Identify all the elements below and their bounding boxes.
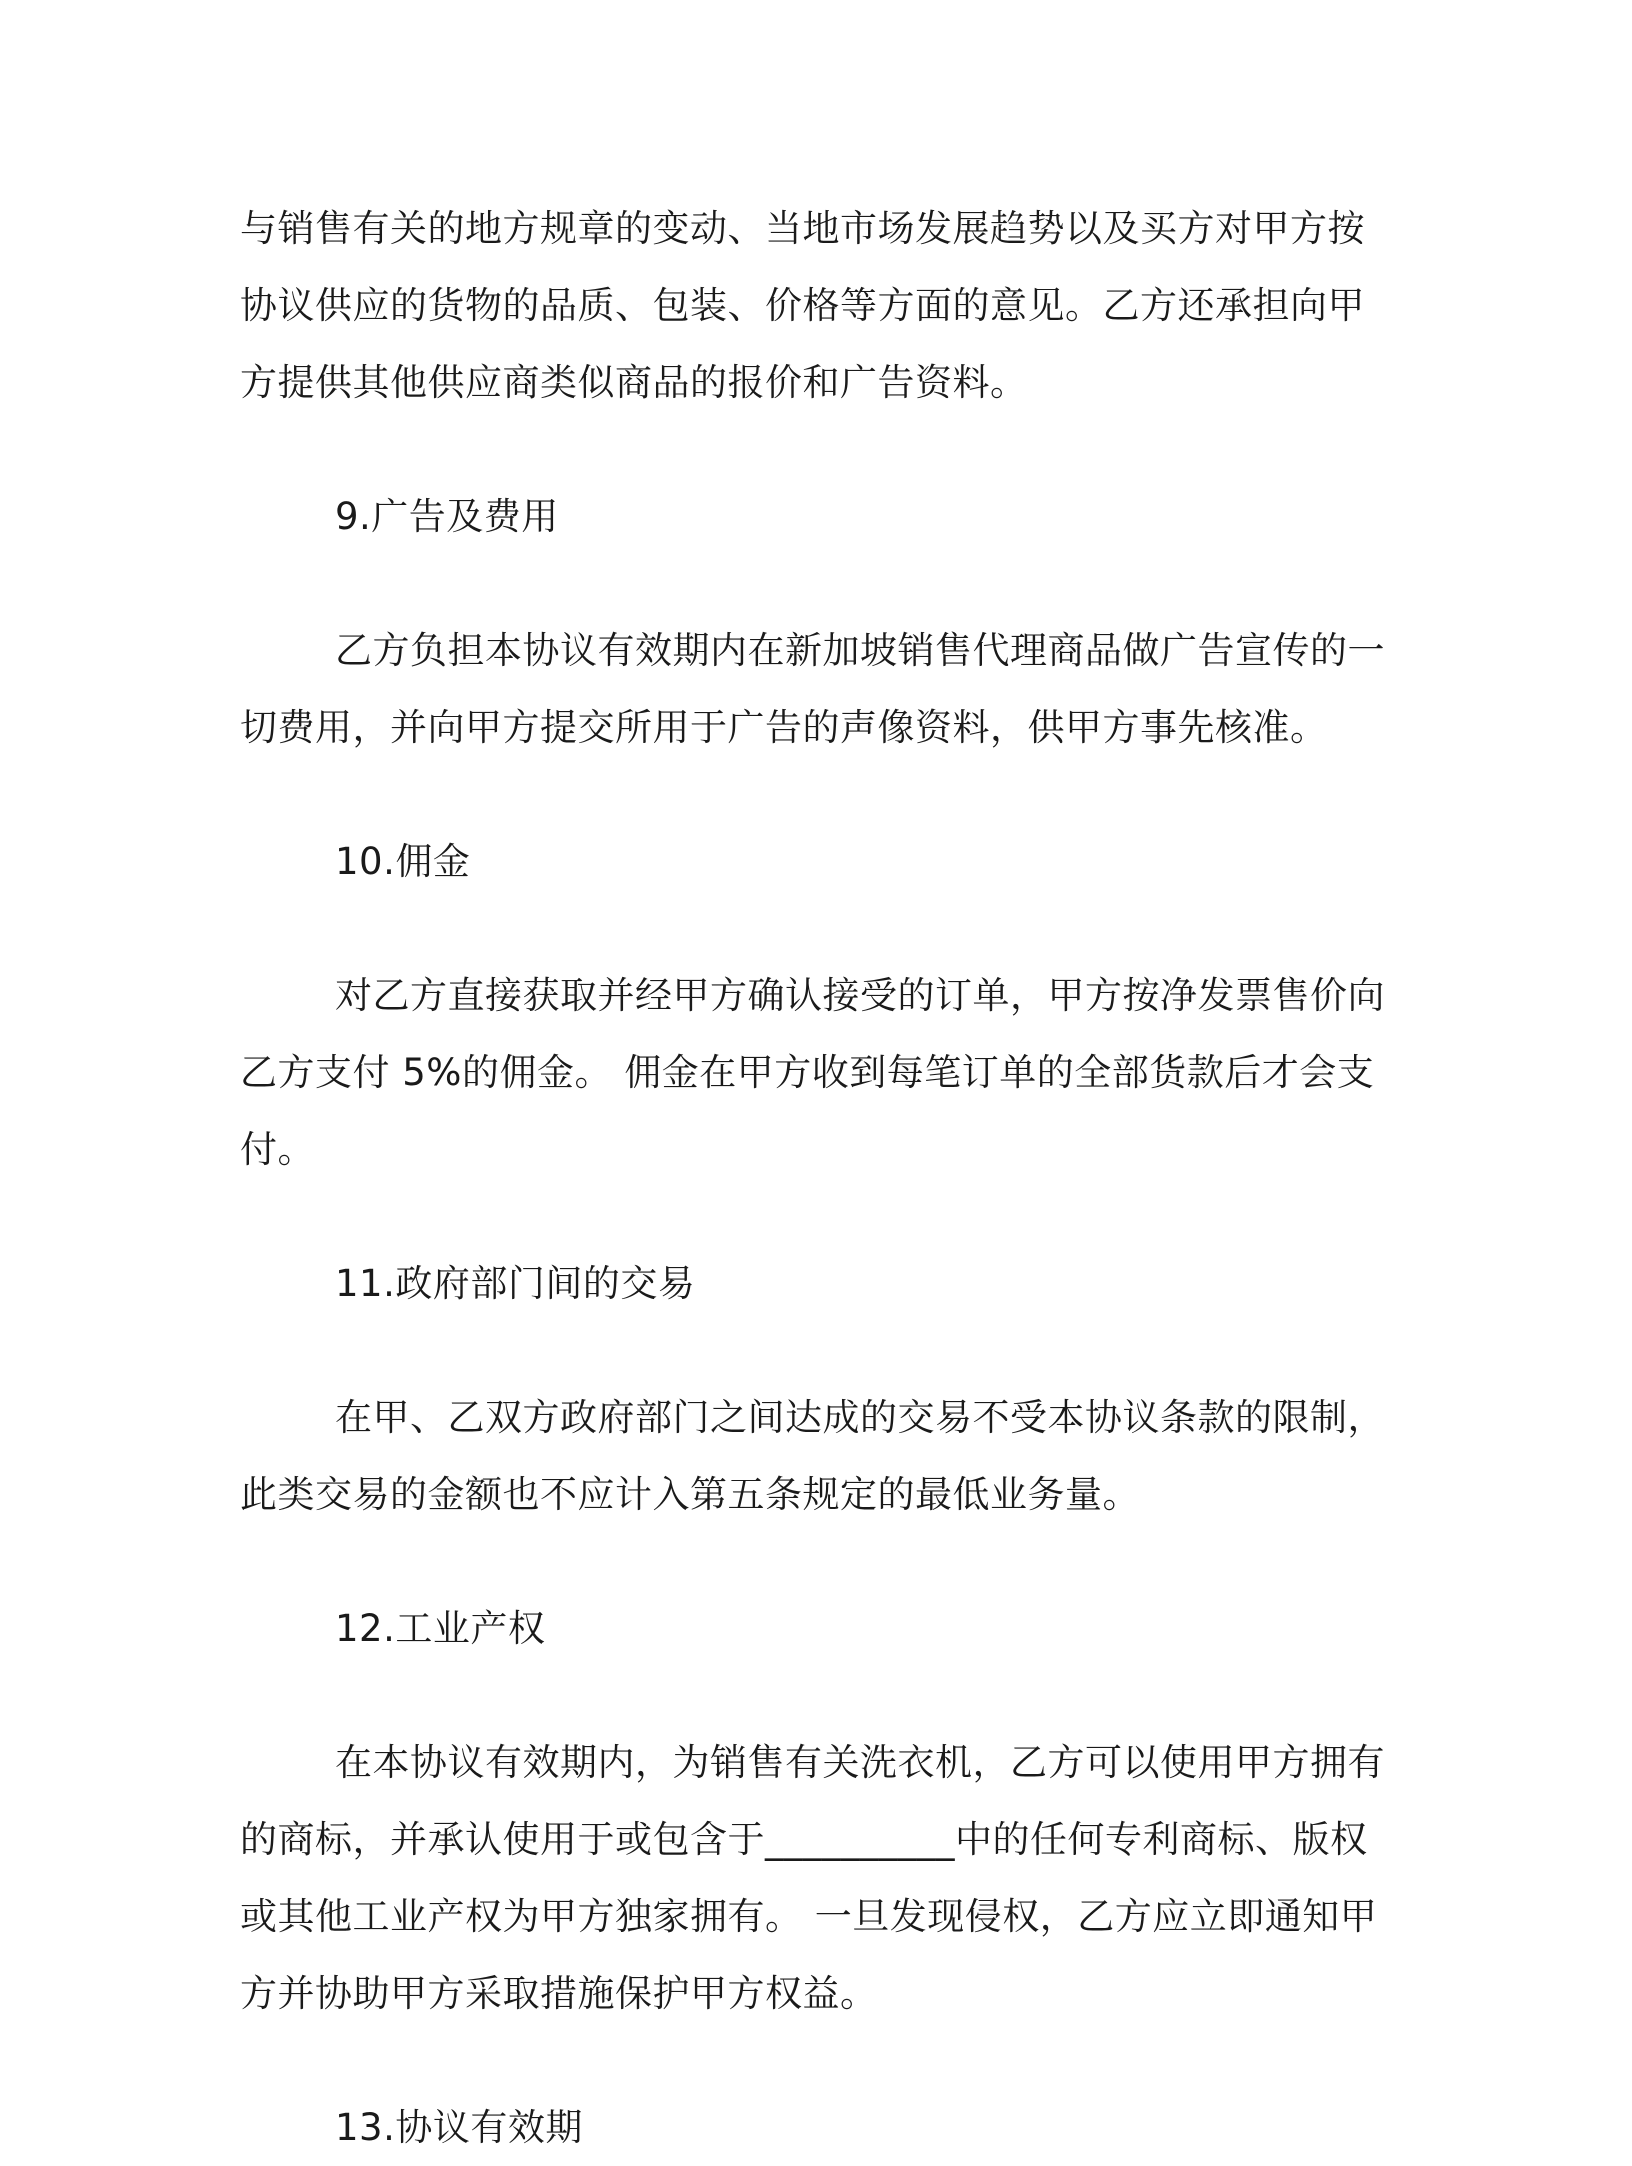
text-line: 与销售有关的地方规章的变动、当地市场发展趋势以及买方对甲方按 — [240, 207, 1365, 250]
text-line: 方并协助甲方采取措施保护甲方权益。 — [240, 1972, 878, 2015]
text-line: 切费用，并向甲方提交所用于广告的声像资料，供甲方事先核准。 — [240, 706, 1328, 749]
document-body — [240, 190, 1390, 2166]
text-line: 此类交易的金额也不应计入第五条规定的最低业务量。 — [240, 1473, 1140, 1516]
heading-clause-11: 11.政府部门间的交易 — [335, 1262, 696, 1305]
paragraph-clause-8-continued — [240, 190, 1390, 421]
text-line: 在本协议有效期内，为销售有关洗衣机，乙方可以使用甲方拥有 — [335, 1741, 1385, 1784]
text-line: 付。 — [240, 1128, 315, 1171]
text-line: 乙方负担本协议有效期内在新加坡销售代理商品做广告宣传的一 — [335, 629, 1385, 672]
paragraph-clause-9 — [240, 612, 1390, 766]
text-line: 或其他工业产权为甲方独家拥有。 一旦发现侵权，乙方应立即通知甲 — [240, 1895, 1378, 1938]
text-line: 在甲、乙双方政府部门之间达成的交易不受本协议条款的限制， — [335, 1396, 1385, 1439]
text-line: 协议供应的货物的品质、包装、价格等方面的意见。乙方还承担向甲 — [240, 284, 1365, 327]
text-line: 的商标，并承认使用于或包含于__________中的任何专利商标、版权 — [240, 1818, 1368, 1861]
heading-clause-9: 9.广告及费用 — [335, 495, 559, 538]
heading-clause-10: 10.佣金 — [335, 840, 471, 883]
heading-clause-13: 13.协议有效期 — [335, 2106, 583, 2149]
paragraph-clause-12 — [240, 1724, 1390, 2032]
text-line: 乙方支付 5%的佣金。 佣金在甲方收到每笔订单的全部货款后才会支 — [240, 1051, 1375, 1094]
text-line: 对乙方直接获取并经甲方确认接受的订单，甲方按净发票售价向 — [335, 974, 1385, 1017]
paragraph-clause-10 — [240, 957, 1390, 1188]
paragraph-clause-11 — [240, 1379, 1390, 1533]
text-line: 方提供其他供应商类似商品的报价和广告资料。 — [240, 361, 1028, 404]
heading-clause-12: 12.工业产权 — [335, 1607, 546, 1650]
